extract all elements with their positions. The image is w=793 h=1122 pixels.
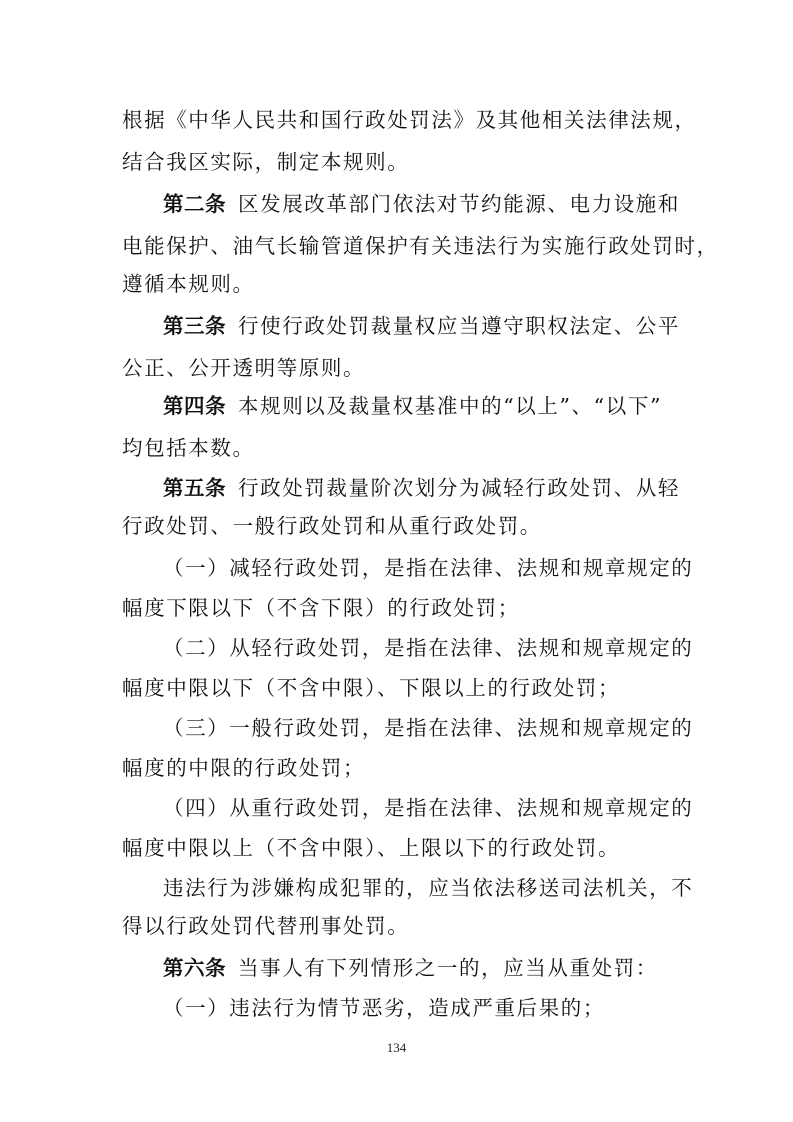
article-paragraph [163, 476, 680, 500]
text-line: 区发展改革部门依法对节约能源、电力设施和 [238, 192, 680, 216]
text-line: 结合我区实际，制定本规则。 [122, 150, 410, 174]
text-line: 行使行政处罚裁量权应当遵守职权法定、公平 [238, 314, 680, 338]
article-heading: 第六条 [163, 956, 226, 980]
text-line: 违法行为涉嫌构成犯罪的，应当依法移送司法机关，不 [163, 876, 694, 900]
text-line: 幅度的中限的行政处罚； [122, 756, 366, 780]
text-line: 行政处罚、一般行政处罚和从重行政处罚。 [122, 514, 542, 538]
article-heading: 第四条 [163, 394, 226, 418]
text-line: （二）从轻行政处罚，是指在法律、法规和规章规定的 [163, 636, 694, 660]
article-paragraph [163, 192, 680, 216]
text-line: 均包括本数。 [122, 436, 255, 460]
article-heading: 第三条 [163, 314, 226, 338]
text-line: 当事人有下列情形之一的，应当从重处罚： [238, 956, 658, 980]
text-line: （四）从重行政处罚，是指在法律、法规和规章规定的 [163, 796, 694, 820]
text-line: 本规则以及裁量权基准中的“以上”、“以下” [238, 394, 663, 418]
text-line: 电能保护、油气长输管道保护有关违法行为实施行政处罚时， [122, 234, 719, 258]
text-line: （一）减轻行政处罚，是指在法律、法规和规章规定的 [163, 556, 694, 580]
text-line: 行政处罚裁量阶次划分为减轻行政处罚、从轻 [238, 476, 680, 500]
text-line: 根据《中华人民共和国行政处罚法》及其他相关法律法规， [122, 108, 697, 132]
article-paragraph [163, 314, 680, 338]
text-line: 幅度中限以上（不含中限）、上限以下的行政处罚。 [122, 836, 621, 860]
article-paragraph [163, 394, 662, 418]
text-line: 幅度下限以下（不含下限）的行政处罚； [122, 596, 520, 620]
text-line: 幅度中限以下（不含中限）、下限以上的行政处罚； [122, 676, 621, 700]
text-line: 遵循本规则。 [122, 272, 255, 296]
text-line: （一）违法行为情节恶劣，造成严重后果的； [163, 996, 605, 1020]
page-number: 134 [386, 1040, 407, 1055]
text-line: （三）一般行政处罚，是指在法律、法规和规章规定的 [163, 716, 694, 740]
text-line: 得以行政处罚代替刑事处罚。 [122, 914, 410, 938]
text-line: 公正、公开透明等原则。 [122, 356, 366, 380]
article-heading: 第二条 [163, 192, 226, 216]
article-paragraph [163, 956, 658, 980]
article-heading: 第五条 [163, 476, 226, 500]
